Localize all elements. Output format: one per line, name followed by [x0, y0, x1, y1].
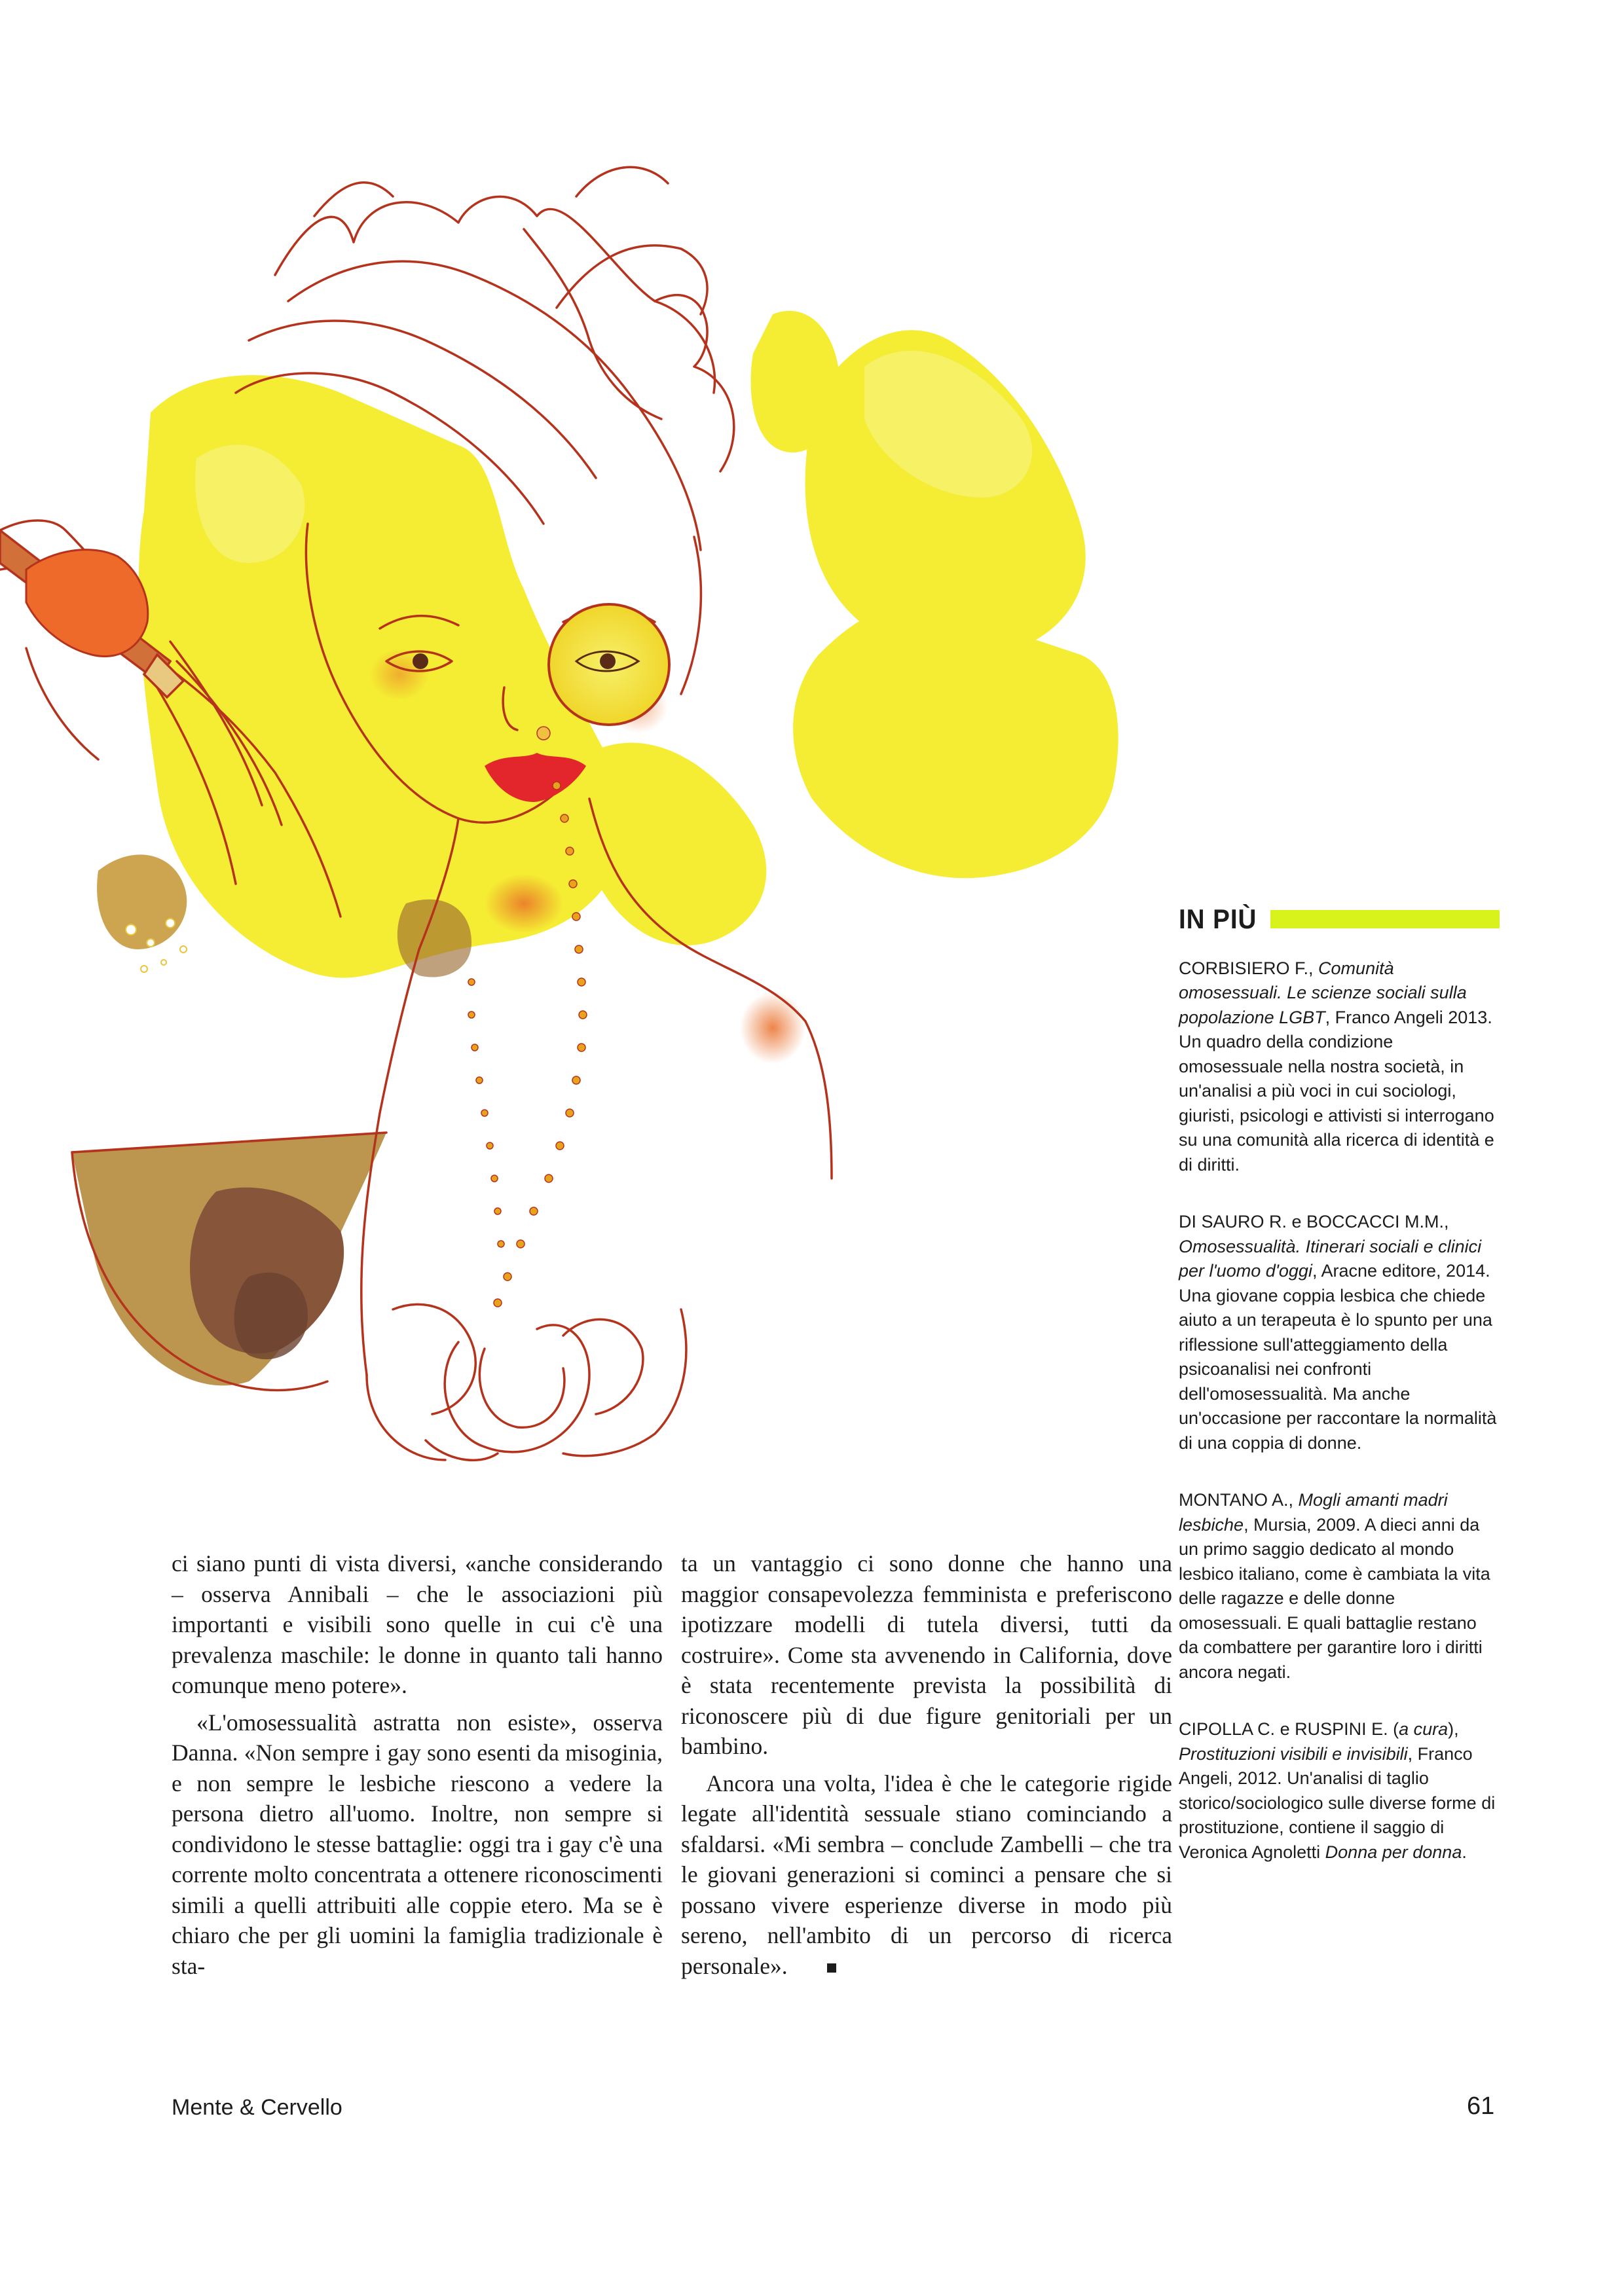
sidebar-title: IN PIÙ — [1179, 903, 1257, 934]
reference-author: DI SAURO R. e BOCCACCI M.M., — [1179, 1212, 1449, 1231]
reference-editor-note: a cura — [1399, 1719, 1449, 1739]
reference-title: Prostituzioni visibili e invisibili — [1179, 1743, 1408, 1764]
reference-entry — [1179, 1210, 1500, 1455]
sidebar-header — [1179, 903, 1500, 934]
end-of-article-mark — [827, 1963, 836, 1973]
reference-title: Comunità omosessuali. Le scienze sociali sulla popolazione LGBT — [1179, 958, 1467, 1027]
reference-author: CORBISIERO F., — [1179, 958, 1319, 978]
page-number: 61 — [1467, 2092, 1495, 2120]
reference-description: , Franco Angeli, 2012. Un'analisi di taglio storico/sociologico sulle diverse forme di prostituzione, contiene il saggio di Veronica Agnoletti — [1179, 1743, 1496, 1862]
paragraph: «L'omosessualità astratta non esiste», osserva Danna. «Non sempre i gay sono esenti da misoginia, e non sempre le lesbiche riescono a vedere la persona dietro all'uomo. Inoltre, non sempre si condividono le stesse battaglie: oggi tra i gay c'è una corrente molto concentrata a ottenere riconoscimenti simili a quelli attribuiti alle coppie etero. Ma se è chiaro che per gli uomini la famiglia tradizionale è sta- — [172, 1709, 663, 1979]
hand — [26, 550, 148, 657]
reference-description: , Mursia, 2009. A dieci anni da un primo saggio dedicato al mondo lesbico italiano, come è cambiata la vita delle ragazze e delle donne omosessuali. E quali battaglie restano da combattere per garantire loro i diritti ancora negati. — [1179, 1514, 1490, 1682]
reference-entry — [1179, 1488, 1500, 1685]
reference-entry — [1179, 957, 1500, 1178]
reference-essay-title: Donna per donna — [1325, 1842, 1462, 1862]
further-reading-sidebar — [1179, 903, 1500, 1897]
reference-title: Omosessualità. Itinerari sociali e clinici per l'uomo d'oggi — [1179, 1236, 1482, 1281]
reference-text: . — [1462, 1842, 1467, 1862]
magazine-name: Mente & Cervello — [172, 2095, 342, 2120]
reference-author: CIPOLLA C. e RUSPINI E. ( — [1179, 1719, 1399, 1739]
reference-title: Mogli amanti madri lesbiche — [1179, 1490, 1448, 1535]
sidebar-accent-bar — [1270, 910, 1500, 928]
reference-author: MONTANO A., — [1179, 1490, 1299, 1510]
paragraph — [681, 1768, 1172, 1982]
reference-entry — [1179, 1717, 1500, 1865]
monocle — [549, 604, 669, 725]
paragraph: ta un vantaggio ci sono donne che hanno una maggior consapevolezza femminista e preferiscono ipotizzare modelli di tutela diversi, tutti da costruire». Come sta avvenendo in California, dove è stata recentemente prevista la possibilità di riconoscere più di due figure genitoriali per un bambino. — [681, 1550, 1172, 1759]
reference-text: ), — [1448, 1719, 1459, 1739]
paragraph-text: Ancora una volta, l'idea è che le categorie rigide legate all'identità sessuale stiano cominciando a sfaldarsi. «Mi sembra – conclude Zambelli – che tra le giovani generazioni si cominci a pensare che si possano vivere esperienze diverse in modo più sereno, nell'ambito di un percorso di ricerca personale». — [681, 1770, 1172, 1979]
article-column-1 — [172, 1548, 663, 1981]
reference-description: , Aracne editore, 2014. Una giovane coppia lesbica che chiede aiuto a un terapeuta è lo spunto per una riflessione sull'atteggiamento della psicoanalisi nei confronti dell'omosessualità. Ma anche un'occasione per raccontare la normalità di una coppia di donne. — [1179, 1261, 1497, 1453]
paragraph: ci siano punti di vista diversi, «anche considerando – osserva Annibali – che le associazioni più importanti e visibili sono quelle in cui c'è una prevalenza maschile: le donne in quanto tali hanno comunque meno potere». — [172, 1550, 663, 1698]
reference-description: , Franco Angeli 2013. Un quadro della condizione omosessuale nella nostra società, in un'analisi a più voci in cui sociologi, giuristi, psicologi e attivisti si interrogano su una comunità alla ricerca di identità e di diritti. — [1179, 1007, 1494, 1175]
article-column-2 — [681, 1548, 1172, 1981]
